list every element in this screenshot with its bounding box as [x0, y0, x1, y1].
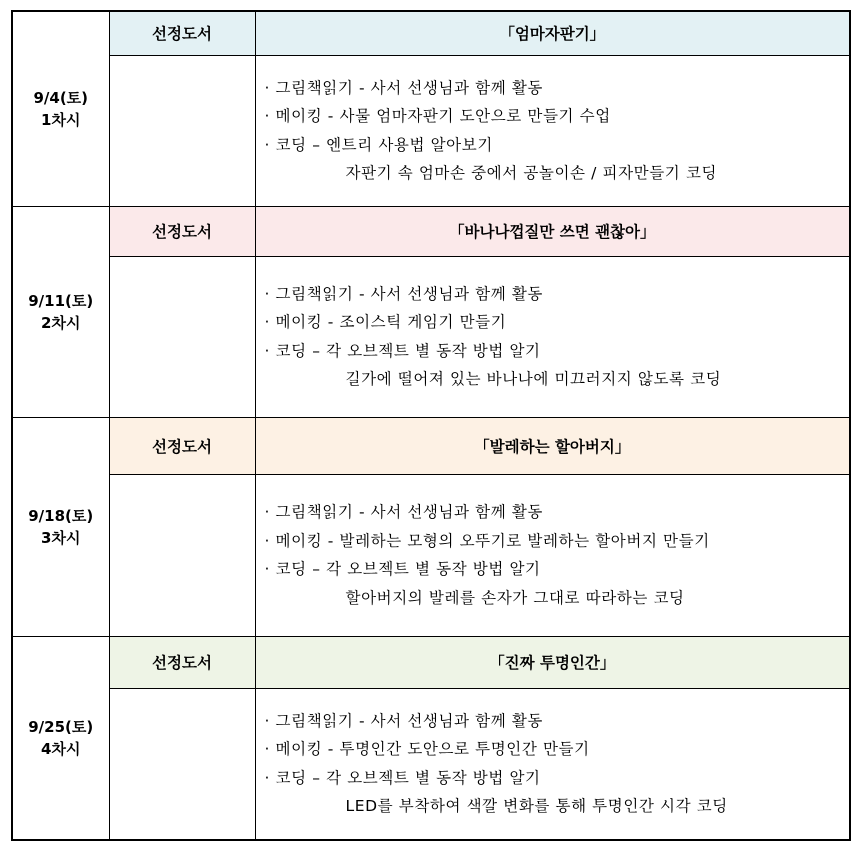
book-label: 선정도서 — [152, 654, 212, 672]
activity-line: · 메이킹 - 투명인간 도안으로 투명인간 만들기 — [264, 740, 590, 759]
session-date: 9/4(토) — [33, 88, 89, 107]
activities-cell — [255, 55, 850, 206]
session-round: 4차시 — [41, 739, 81, 758]
session-round: 1차시 — [41, 110, 81, 129]
activities-cell — [255, 688, 850, 840]
book-title: 「바나나껍질만 쓰면 괜찮아」 — [449, 223, 656, 241]
book-title: 「엄마자판기」 — [499, 25, 606, 44]
session-date-cell — [12, 206, 109, 417]
book-label: 선정도서 — [152, 25, 212, 44]
book-title-cell — [255, 11, 850, 55]
activities-cell — [255, 474, 850, 636]
session-date-cell — [12, 636, 109, 840]
session-round: 2차시 — [41, 313, 81, 332]
activity-line-continued: 자판기 속 엄마손 중에서 공놀이손 / 피자만들기 코딩 — [345, 164, 718, 182]
book-label-cell — [109, 636, 255, 688]
book-title: 「발레하는 할아버지」 — [474, 437, 631, 456]
activities-cell — [255, 256, 850, 417]
session-body-row — [12, 55, 850, 206]
book-label: 선정도서 — [152, 437, 212, 456]
book-title: 「진짜 투명인간」 — [489, 654, 616, 672]
session-header-row — [12, 417, 850, 474]
book-label-cell — [109, 417, 255, 474]
session-round: 3차시 — [41, 528, 81, 547]
session-date: 9/18(토) — [28, 506, 94, 525]
session-body-row — [12, 688, 850, 840]
blank-cell — [109, 55, 255, 206]
session-header-row — [12, 636, 850, 688]
session-date-cell — [12, 11, 109, 206]
activity-line-continued: LED를 부착하여 색깔 변화를 통해 투명인간 시각 코딩 — [345, 797, 728, 816]
activity-line: · 메이킹 - 발레하는 모형의 오뚜기로 발레하는 할아버지 만들기 — [264, 531, 710, 550]
activity-line: · 그림책읽기 - 사서 선생님과 함께 활동 — [264, 284, 543, 303]
activity-line: · 코딩 – 엔트리 사용법 알아보기 — [264, 135, 493, 154]
session-date: 9/11(토) — [28, 291, 94, 310]
session-date-cell — [12, 417, 109, 636]
book-title-cell — [255, 417, 850, 474]
session-body-row — [12, 474, 850, 636]
book-label-cell — [109, 11, 255, 55]
blank-cell — [109, 256, 255, 417]
session-header-row — [12, 206, 850, 256]
book-label-cell — [109, 206, 255, 256]
activity-line-continued: 길가에 떨어져 있는 바나나에 미끄러지지 않도록 코딩 — [345, 370, 722, 388]
activity-line: · 메이킹 - 사물 엄마자판기 도안으로 만들기 수업 — [264, 107, 611, 125]
activity-line: · 코딩 – 각 오브젝트 별 동작 방법 알기 — [264, 768, 541, 787]
session-date: 9/25(토) — [28, 717, 94, 736]
book-title-cell — [255, 636, 850, 688]
book-title-cell — [255, 206, 850, 256]
activity-line: · 그림책읽기 - 사서 선생님과 함께 활동 — [264, 503, 543, 521]
schedule-table — [11, 10, 851, 841]
session-body-row — [12, 256, 850, 417]
activity-line: · 코딩 – 각 오브젝트 별 동작 방법 알기 — [264, 341, 541, 360]
activity-line: · 코딩 – 각 오브젝트 별 동작 방법 알기 — [264, 560, 541, 578]
activity-line-continued: 할아버지의 발레를 손자가 그대로 따라하는 코딩 — [345, 588, 685, 607]
blank-cell — [109, 474, 255, 636]
activity-line: · 그림책읽기 - 사서 선생님과 함께 활동 — [264, 711, 543, 730]
activity-line: · 메이킹 - 조이스틱 게임기 만들기 — [264, 313, 507, 331]
activity-line: · 그림책읽기 - 사서 선생님과 함께 활동 — [264, 78, 543, 97]
session-header-row — [12, 11, 850, 55]
book-label: 선정도서 — [152, 223, 212, 241]
blank-cell — [109, 688, 255, 840]
